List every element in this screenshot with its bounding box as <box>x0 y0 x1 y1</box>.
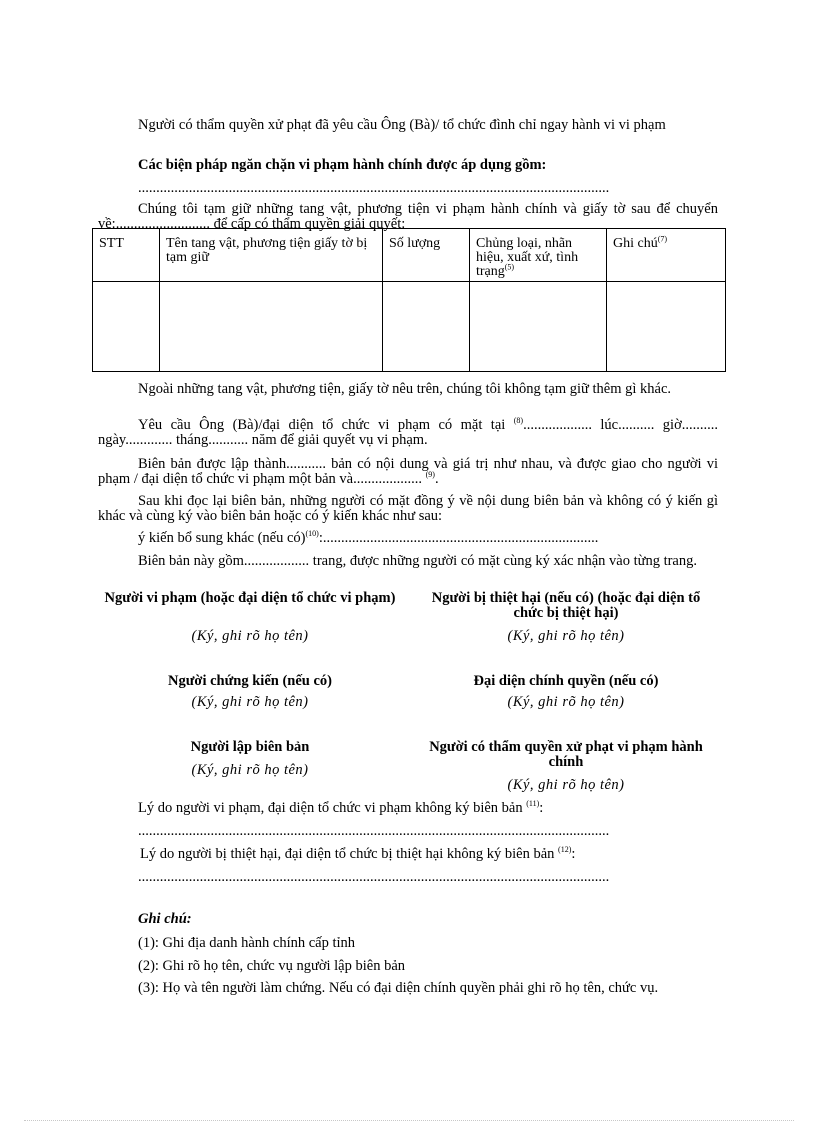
reason-victim: Lý do người bị thiệt hại, đại diện tổ chức bị thiệt hại không ký biên bản $^{(12)}$: <box>140 845 576 862</box>
table-cell <box>93 282 160 372</box>
header-type: Chủng loại, nhãn hiệu, xuất xứ, tình trạng$^{(5)}$ <box>470 229 607 282</box>
signature-authority-title: Đại diện chính quyền (nếu có) <box>473 673 659 689</box>
note-1: (1): Ghi địa danh hành chính cấp tỉnh <box>138 935 356 951</box>
paragraph-copies: Biên bản được lập thành........... bản có nội dung và giá trị như nhau, và được giao cho người vi phạm / đại diện tổ chức vi phạm một bản và................... $^{(9)}$. <box>98 456 718 487</box>
header-stt: STT <box>93 229 160 282</box>
page-bottom-divider <box>24 1120 794 1121</box>
reason-violator: Lý do người vi phạm, đại diện tổ chức vi phạm không ký biên bản $^{(11)}$: <box>138 799 544 816</box>
reason-victim-dots: .................................................................................................................................. <box>138 869 610 885</box>
signature-authority-note: (Ký, ghi rõ họ tên) <box>507 694 625 710</box>
reason-violator-dots: .................................................................................................................................. <box>138 823 610 839</box>
signature-recorder-note: (Ký, ghi rõ họ tên) <box>191 762 309 778</box>
signature-recorder-title: Người lập biên bản <box>190 739 310 755</box>
paragraph-other-items: Ngoài những tang vật, phương tiện, giấy tờ nêu trên, chúng tôi không tạm giữ thêm gì khác. <box>138 381 672 397</box>
signature-competent-title: Người có thẩm quyền xử phạt vi phạm hành chính <box>429 739 703 770</box>
measures-heading: Các biện pháp ngăn chặn vi phạm hành chính được áp dụng gồm: <box>138 157 547 173</box>
note-2: (2): Ghi rõ họ tên, chức vụ người lập biên bản <box>138 958 406 974</box>
paragraph-pages: Biên bản này gồm.................. trang, được những người có mặt cùng ký xác nhận vào từng trang. <box>138 553 697 569</box>
note-3: (3): Họ và tên người làm chứng. Nếu có đại diện chính quyền phải ghi rõ họ tên, chức vụ. <box>138 980 659 996</box>
paragraph-request: Yêu cầu Ông (Bà)/đại diện tổ chức vi phạm có mặt tại $^{(8)}$................... lúc.......... giờ.......... ngày............. tháng........... năm để giải quyết vụ vi phạm. <box>98 416 719 448</box>
seized-items-table <box>92 228 726 372</box>
signature-competent-note: (Ký, ghi rõ họ tên) <box>507 777 625 793</box>
signature-witness-title: Người chứng kiến (nếu có) <box>168 673 332 689</box>
notes-heading: Ghi chú: <box>138 911 192 927</box>
signature-witness-note: (Ký, ghi rõ họ tên) <box>191 694 309 710</box>
table-header-row <box>93 229 726 282</box>
table-cell <box>160 282 383 372</box>
header-notes: Ghi chú$^{(7)}$ <box>607 229 726 282</box>
signature-violator-note: (Ký, ghi rõ họ tên) <box>191 628 309 644</box>
table-row <box>93 282 726 372</box>
signature-violator-title: Người vi phạm (hoặc đại diện tổ chức vi phạm) <box>104 590 396 606</box>
paragraph-reread: Sau khi đọc lại biên bản, những người có mặt đồng ý về nội dung biên bản và không có ý kiến gì khác và cùng ký vào biên bản hoặc có ý kiến khác như sau: <box>98 493 718 524</box>
paragraph-stop-violation: Người có thẩm quyền xử phạt đã yêu cầu Ông (Bà)/ tổ chức đình chỉ ngay hành vi vi phạm <box>138 117 666 133</box>
header-item-name: Tên tang vật, phương tiện giấy tờ bị tạm giữ <box>160 229 383 282</box>
signature-victim-note: (Ký, ghi rõ họ tên) <box>507 628 625 644</box>
paragraph-seized: Chúng tôi tạm giữ những tang vật, phương tiện vi phạm hành chính và giấy tờ sau để chuyển về:.......................... để cấp có thẩm quyền giải quyết: <box>98 201 718 232</box>
table-cell <box>383 282 470 372</box>
table-cell <box>607 282 726 372</box>
paragraph-opinion: ý kiến bổ sung khác (nếu có)$^{(10)}$:............................................................................ <box>138 529 599 546</box>
signature-victim-title: Người bị thiệt hại (nếu có) (hoặc đại diện tổ chức bị thiệt hại) <box>431 590 701 621</box>
measures-dots: .................................................................................................................................. <box>138 180 610 196</box>
header-quantity: Số lượng <box>383 229 470 282</box>
table-cell <box>470 282 607 372</box>
